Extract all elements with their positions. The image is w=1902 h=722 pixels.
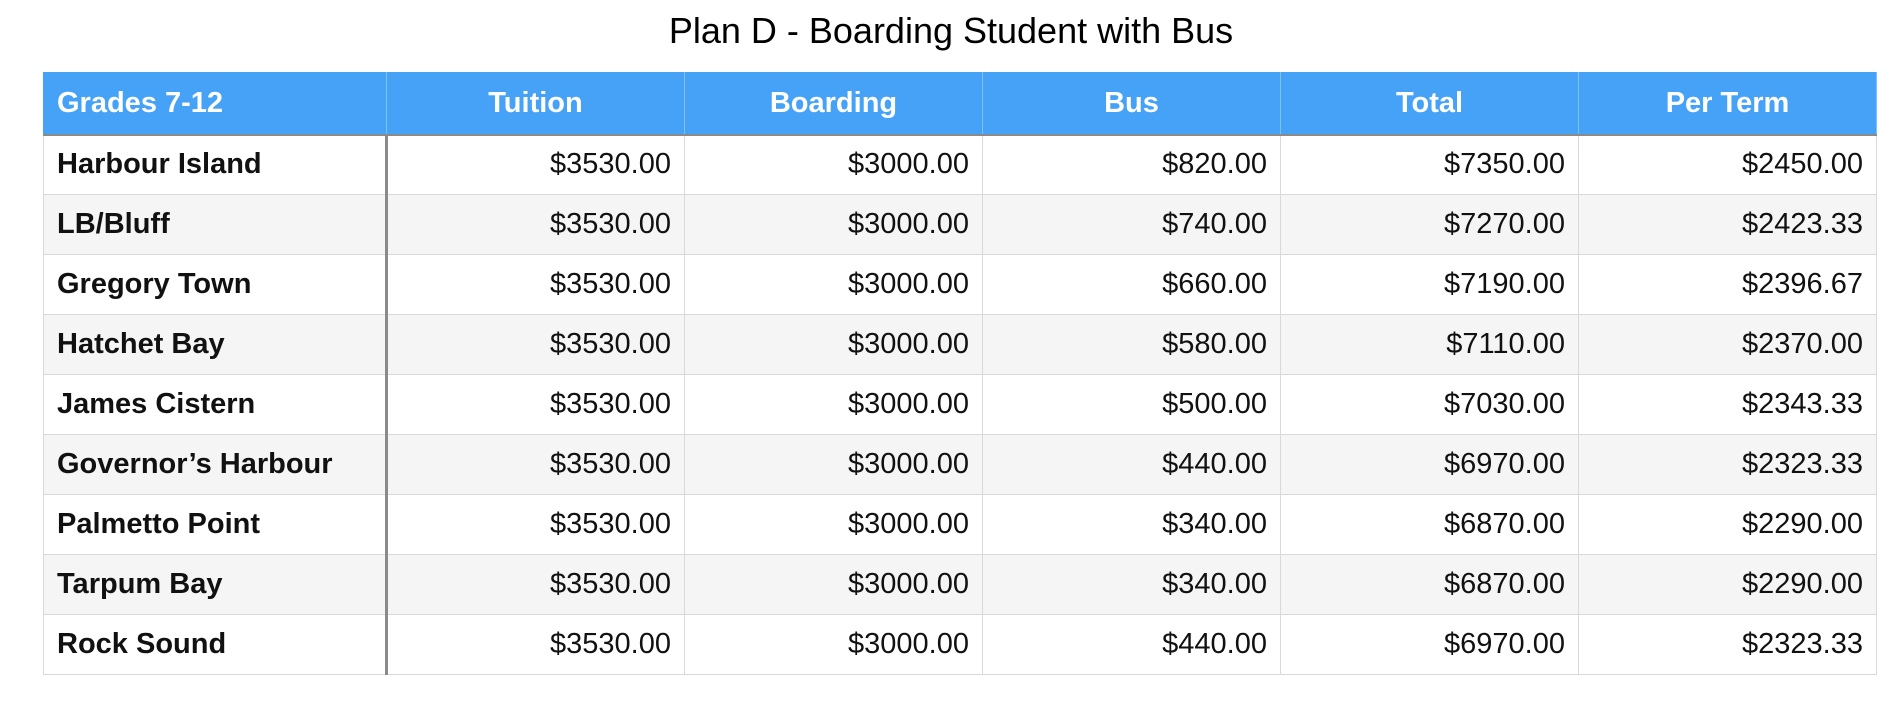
total-cell: $6870.00 — [1281, 495, 1579, 555]
bus-cell: $440.00 — [983, 435, 1281, 495]
table-row — [44, 495, 1877, 555]
tuition-cell: $3530.00 — [387, 135, 685, 195]
tuition-cell: $3530.00 — [387, 315, 685, 375]
boarding-cell: $3000.00 — [685, 615, 983, 675]
per-term-cell: $2323.33 — [1579, 435, 1877, 495]
table-row — [44, 555, 1877, 615]
total-cell: $6970.00 — [1281, 435, 1579, 495]
row-location: Rock Sound — [44, 615, 387, 675]
total-cell: $7030.00 — [1281, 375, 1579, 435]
per-term-cell: $2450.00 — [1579, 135, 1877, 195]
boarding-cell: $3000.00 — [685, 195, 983, 255]
header-total: Total — [1281, 73, 1579, 135]
table-row — [44, 315, 1877, 375]
header-boarding: Boarding — [685, 73, 983, 135]
boarding-cell: $3000.00 — [685, 435, 983, 495]
boarding-cell: $3000.00 — [685, 555, 983, 615]
row-location: Gregory Town — [44, 255, 387, 315]
header-per-term: Per Term — [1579, 73, 1877, 135]
per-term-cell: $2396.67 — [1579, 255, 1877, 315]
boarding-cell: $3000.00 — [685, 375, 983, 435]
header-tuition: Tuition — [387, 73, 685, 135]
row-location: James Cistern — [44, 375, 387, 435]
per-term-cell: $2323.33 — [1579, 615, 1877, 675]
bus-cell: $820.00 — [983, 135, 1281, 195]
total-cell: $7110.00 — [1281, 315, 1579, 375]
row-location: Governor’s Harbour — [44, 435, 387, 495]
per-term-cell: $2290.00 — [1579, 555, 1877, 615]
table-row — [44, 255, 1877, 315]
fee-table — [43, 72, 1877, 675]
total-cell: $7190.00 — [1281, 255, 1579, 315]
total-cell: $7270.00 — [1281, 195, 1579, 255]
tuition-cell: $3530.00 — [387, 195, 685, 255]
bus-cell: $740.00 — [983, 195, 1281, 255]
boarding-cell: $3000.00 — [685, 495, 983, 555]
tuition-cell: $3530.00 — [387, 495, 685, 555]
per-term-cell: $2423.33 — [1579, 195, 1877, 255]
row-location: Palmetto Point — [44, 495, 387, 555]
per-term-cell: $2290.00 — [1579, 495, 1877, 555]
total-cell: $6970.00 — [1281, 615, 1579, 675]
tuition-cell: $3530.00 — [387, 555, 685, 615]
bus-cell: $340.00 — [983, 555, 1281, 615]
table-row — [44, 375, 1877, 435]
total-cell: $7350.00 — [1281, 135, 1579, 195]
per-term-cell: $2370.00 — [1579, 315, 1877, 375]
tuition-cell: $3530.00 — [387, 375, 685, 435]
tuition-cell: $3530.00 — [387, 255, 685, 315]
boarding-cell: $3000.00 — [685, 315, 983, 375]
boarding-cell: $3000.00 — [685, 135, 983, 195]
header-bus: Bus — [983, 73, 1281, 135]
total-cell: $6870.00 — [1281, 555, 1579, 615]
row-location: LB/Bluff — [44, 195, 387, 255]
table-row — [44, 615, 1877, 675]
bus-cell: $440.00 — [983, 615, 1281, 675]
header-grades: Grades 7-12 — [44, 73, 387, 135]
bus-cell: $340.00 — [983, 495, 1281, 555]
table-row — [44, 435, 1877, 495]
table-row — [44, 135, 1877, 195]
bus-cell: $660.00 — [983, 255, 1281, 315]
tuition-cell: $3530.00 — [387, 615, 685, 675]
tuition-cell: $3530.00 — [387, 435, 685, 495]
row-location: Harbour Island — [44, 135, 387, 195]
row-location: Tarpum Bay — [44, 555, 387, 615]
bus-cell: $580.00 — [983, 315, 1281, 375]
table-row — [44, 195, 1877, 255]
header-row — [44, 73, 1877, 135]
per-term-cell: $2343.33 — [1579, 375, 1877, 435]
row-location: Hatchet Bay — [44, 315, 387, 375]
page-title: Plan D - Boarding Student with Bus — [668, 10, 1234, 51]
bus-cell: $500.00 — [983, 375, 1281, 435]
boarding-cell: $3000.00 — [685, 255, 983, 315]
